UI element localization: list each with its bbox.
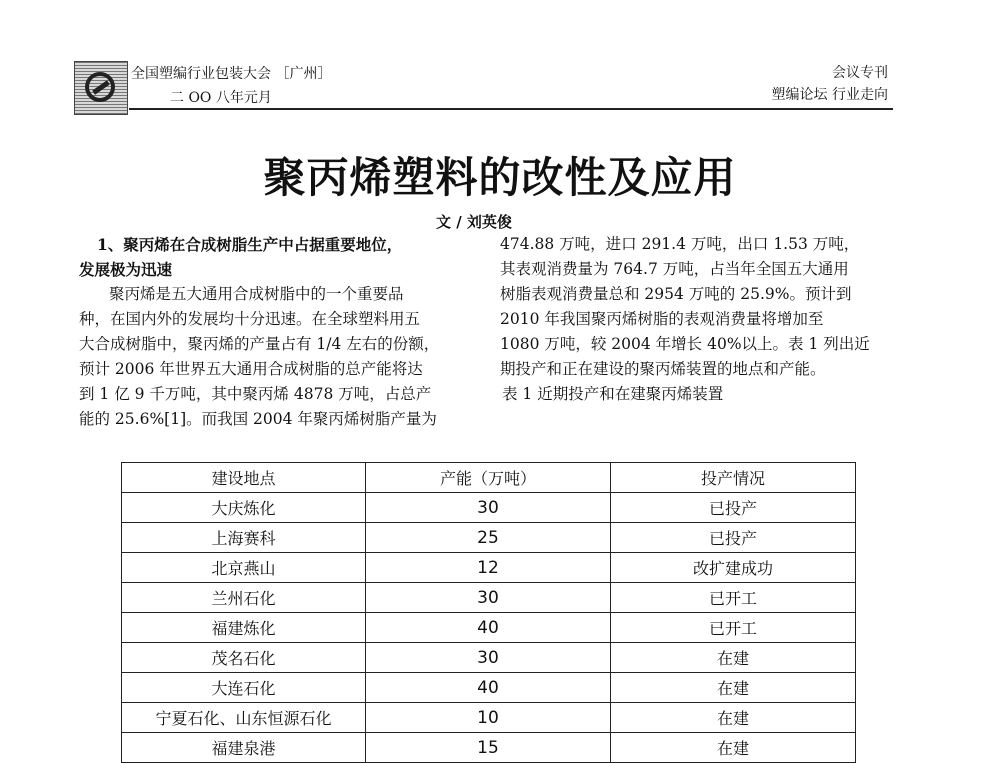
cell-status: 在建 — [611, 643, 856, 673]
table-row — [122, 493, 856, 523]
cell-status: 已开工 — [611, 613, 856, 643]
paragraph-line: 能的 25.6%[1]。而我国 2004 年聚丙烯树脂产量为 — [79, 410, 437, 428]
paragraph-line: 树脂表观消费量总和 2954 万吨的 25.9%。预计到 — [500, 285, 852, 303]
paragraph-line: 预计 2006 年世界五大通用合成树脂的总产能将达 — [79, 360, 423, 378]
cell-status: 在建 — [611, 703, 856, 733]
cell-capacity: 30 — [366, 643, 611, 673]
cell-capacity: 30 — [366, 493, 611, 523]
conference-logo-icon — [74, 61, 128, 115]
cell-location: 上海赛科 — [122, 523, 366, 553]
cell-status: 在建 — [611, 673, 856, 703]
cell-capacity: 12 — [366, 553, 611, 583]
header-divider — [129, 108, 893, 110]
right-column — [500, 232, 895, 407]
table-row — [122, 673, 856, 703]
table-row — [122, 643, 856, 673]
header-date: 二 OO 八年元月 — [170, 90, 272, 106]
paragraph-line: 期投产和正在建设的聚丙烯装置的地点和产能。 — [500, 360, 826, 378]
column-header-status: 投产情况 — [611, 463, 856, 493]
paragraph-line: 1080 万吨，较 2004 年增长 40%以上。表 1 列出近 — [500, 335, 870, 353]
table-header-row — [122, 463, 856, 493]
table-row — [122, 523, 856, 553]
cell-location: 宁夏石化、山东恒源石化 — [122, 703, 366, 733]
cell-location: 兰州石化 — [122, 583, 366, 613]
cell-capacity: 40 — [366, 613, 611, 643]
header-issue-label: 会议专刊 — [832, 65, 888, 81]
article-byline: 文 / 刘英俊 — [436, 213, 512, 231]
table-row — [122, 733, 856, 763]
column-header-location: 建设地点 — [122, 463, 366, 493]
table-row — [122, 703, 856, 733]
article-title: 聚丙烯塑料的改性及应用 — [263, 153, 737, 202]
cell-location: 福建泉港 — [122, 733, 366, 763]
cell-status: 在建 — [611, 733, 856, 763]
paragraph-line: 种，在国内外的发展均十分迅速。在全球塑料用五 — [79, 310, 421, 328]
cell-location: 茂名石化 — [122, 643, 366, 673]
paragraph-line: 聚丙烯是五大通用合成树脂中的一个重要品 — [109, 285, 404, 303]
left-column — [79, 232, 474, 432]
cell-capacity: 40 — [366, 673, 611, 703]
cell-status: 已投产 — [611, 493, 856, 523]
cell-capacity: 15 — [366, 733, 611, 763]
cell-status: 已开工 — [611, 583, 856, 613]
cell-location: 福建炼化 — [122, 613, 366, 643]
table-row — [122, 583, 856, 613]
column-header-capacity: 产能（万吨） — [366, 463, 611, 493]
cell-capacity: 30 — [366, 583, 611, 613]
section-heading: 1、聚丙烯在合成树脂生产中占据重要地位， — [97, 235, 403, 254]
cell-location: 大庆炼化 — [122, 493, 366, 523]
header-conference-name: 全国塑编行业包装大会 ［广州］ — [131, 66, 332, 82]
cell-status: 改扩建成功 — [611, 553, 856, 583]
section-heading-cont: 发展极为迅速 — [79, 260, 173, 279]
table-row — [122, 613, 856, 643]
cell-status: 已投产 — [611, 523, 856, 553]
paragraph-line: 2010 年我国聚丙烯树脂的表观消费量将增加至 — [500, 310, 824, 328]
cell-location: 北京燕山 — [122, 553, 366, 583]
paragraph-line: 到 1 亿 9 千万吨，其中聚丙烯 4878 万吨，占总产 — [79, 385, 432, 403]
cell-capacity: 10 — [366, 703, 611, 733]
cell-capacity: 25 — [366, 523, 611, 553]
pp-plants-table — [121, 462, 856, 763]
header-column-label: 塑编论坛 行业走向 — [771, 87, 888, 103]
cell-location: 大连石化 — [122, 673, 366, 703]
paragraph-line: 474.88 万吨，进口 291.4 万吨，出口 1.53 万吨， — [500, 235, 860, 253]
table-caption: 表 1 近期投产和在建聚丙烯装置 — [502, 385, 724, 403]
paragraph-line: 其表观消费量为 764.7 万吨，占当年全国五大通用 — [500, 260, 849, 278]
table-row — [122, 553, 856, 583]
paragraph-line: 大合成树脂中，聚丙烯的产量占有 1/4 左右的份额， — [79, 335, 440, 353]
